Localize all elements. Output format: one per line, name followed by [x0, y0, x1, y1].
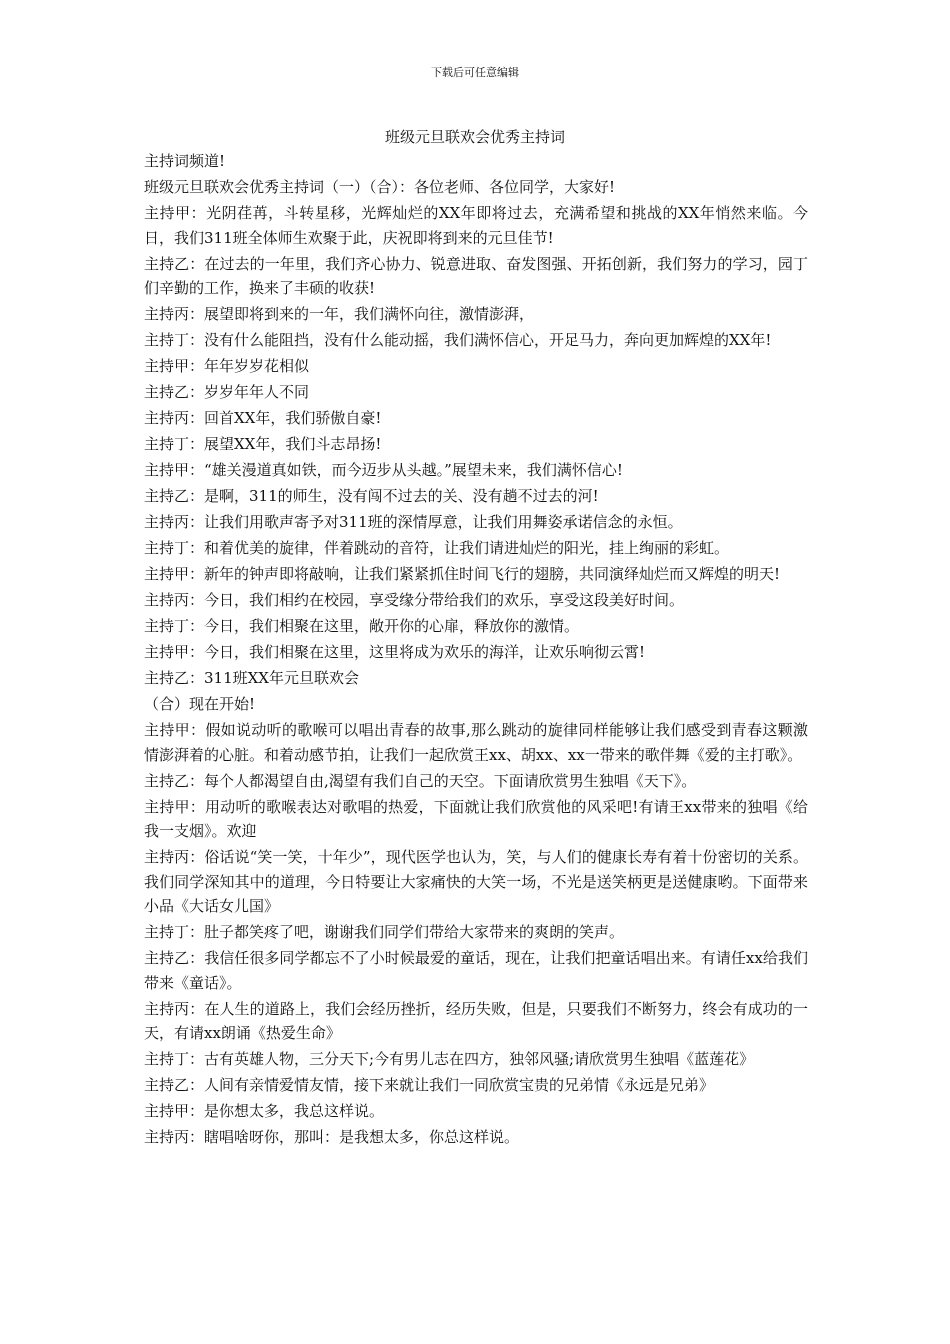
paragraph: 主持丙：回首XX年，我们骄傲自豪! [144, 409, 382, 427]
paragraph: 主持丙：瞎唱啥呀你，那叫：是我想太多，你总这样说。 [144, 1128, 520, 1146]
paragraph: 主持丁：古有英雄人物，三分天下;今有男儿志在四方，独邻风骚;请欣赏男生独唱《蓝莲花》 [144, 1050, 755, 1068]
document-title: 班级元旦联欢会优秀主持词 [384, 128, 565, 146]
paragraph: 主持丁：展望XX年，我们斗志昂扬! [144, 435, 382, 453]
paragraph: 主持乙：是啊，311的师生，没有闯不过去的关、没有趟不过去的河! [144, 487, 599, 505]
paragraph: 主持丙：让我们用歌声寄予对311班的深情厚意，让我们用舞姿承诺信念的永恒。 [144, 513, 683, 531]
paragraph: 主持乙：在过去的一年里，我们齐心协力、锐意进取、奋发图强、开拓创新，我们努力的学习，园丁们辛勤的工作，换来了丰硕的收获! [144, 254, 808, 297]
paragraph: 主持丙：今日，我们相约在校园，享受缘分带给我们的欢乐，享受这段美好时间。 [144, 591, 685, 609]
paragraph: 主持甲：用动听的歌喉表达对歌唱的热爱，下面就让我们欣赏他的风采吧!有请王xx带来的独唱《给我一支烟》。欢迎 [144, 797, 808, 840]
paragraph: 主持甲：假如说动听的歌喉可以唱出青春的故事,那么跳动的旋律同样能够让我们感受到青春这颗激情澎湃着的心脏。和着动感节拍，让我们一起欣赏王xx、胡xx、xx一带来的歌伴舞《爱的主打歌》。 [144, 721, 808, 764]
paragraph: 主持乙：311班XX年元旦联欢会 [144, 669, 359, 687]
paragraph: 主持乙：人间有亲情爱情友情，接下来就让我们一同欣赏宝贵的兄弟情《永远是兄弟》 [144, 1076, 715, 1094]
document-body [144, 149, 808, 1151]
paragraph: 主持甲：今日，我们相聚在这里，这里将成为欢乐的海洋，让欢乐响彻云霄! [144, 643, 646, 661]
paragraph: 班级元旦联欢会优秀主持词（一）（合）：各位老师、各位同学，大家好! [144, 178, 616, 196]
paragraph: （合）现在开始! [144, 695, 256, 713]
paragraph: 主持丙：在人生的道路上，我们会经历挫折，经历失败，但是，只要我们不断努力，终会有成功的一天，有请xx朗诵《热爱生命》 [144, 999, 808, 1042]
paragraph: 主持丁：今日，我们相聚在这里，敞开你的心扉，释放你的激情。 [144, 617, 580, 635]
paragraph: 主持乙：我信任很多同学都忘不了小时候最爱的童话，现在，让我们把童话唱出来。有请任xx给我们带来《童话》。 [144, 949, 808, 992]
paragraph: 主持丁：肚子都笑疼了吧，谢谢我们同学们带给大家带来的爽朗的笑声。 [144, 923, 625, 941]
paragraph: 主持丙：俗话说“笑一笑，十年少”，现代医学也认为，笑，与人们的健康长寿有着十份密切的关系。我们同学深知其中的道理，今日特要让大家痛快的大笑一场，不光是送笑柄更是送健康哟。下面带来小品《大话女儿国》 [144, 848, 808, 915]
paragraph: 主持丁：和着优美的旋律，伴着跳动的音符，让我们请进灿烂的阳光，挂上绚丽的彩虹。 [144, 539, 730, 557]
paragraph: 主持丙：展望即将到来的一年，我们满怀向往，激情澎湃， [144, 305, 535, 323]
paragraph: 主持甲：“雄关漫道真如铁，而今迈步从头越。”展望未来，我们满怀信心! [144, 461, 623, 479]
paragraph: 主持甲：年年岁岁花相似 [144, 357, 310, 375]
paragraph: 主持词频道! [144, 152, 226, 170]
paragraph: 主持甲：光阴荏苒，斗转星移，光辉灿烂的XX年即将过去，充满希望和挑战的XX年悄然来临。今日，我们311班全体师生欢聚于此，庆祝即将到来的元旦佳节! [144, 204, 808, 247]
paragraph: 主持甲：是你想太多，我总这样说。 [144, 1102, 385, 1120]
paragraph: 主持乙：每个人都渴望自由,渴望有我们自己的天空。下面请欣赏男生独唱《天下》。 [144, 771, 697, 790]
paragraph: 主持乙：岁岁年年人不同 [144, 383, 310, 401]
paragraph: 主持丁：没有什么能阻挡，没有什么能动摇，我们满怀信心，开足马力，奔向更加辉煌的XX年! [144, 331, 772, 349]
page-header-note: 下载后可任意编辑 [431, 66, 519, 79]
paragraph: 主持甲：新年的钟声即将敲响，让我们紧紧抓住时间飞行的翅膀，共同演绎灿烂而又辉煌的明天! [144, 565, 781, 583]
